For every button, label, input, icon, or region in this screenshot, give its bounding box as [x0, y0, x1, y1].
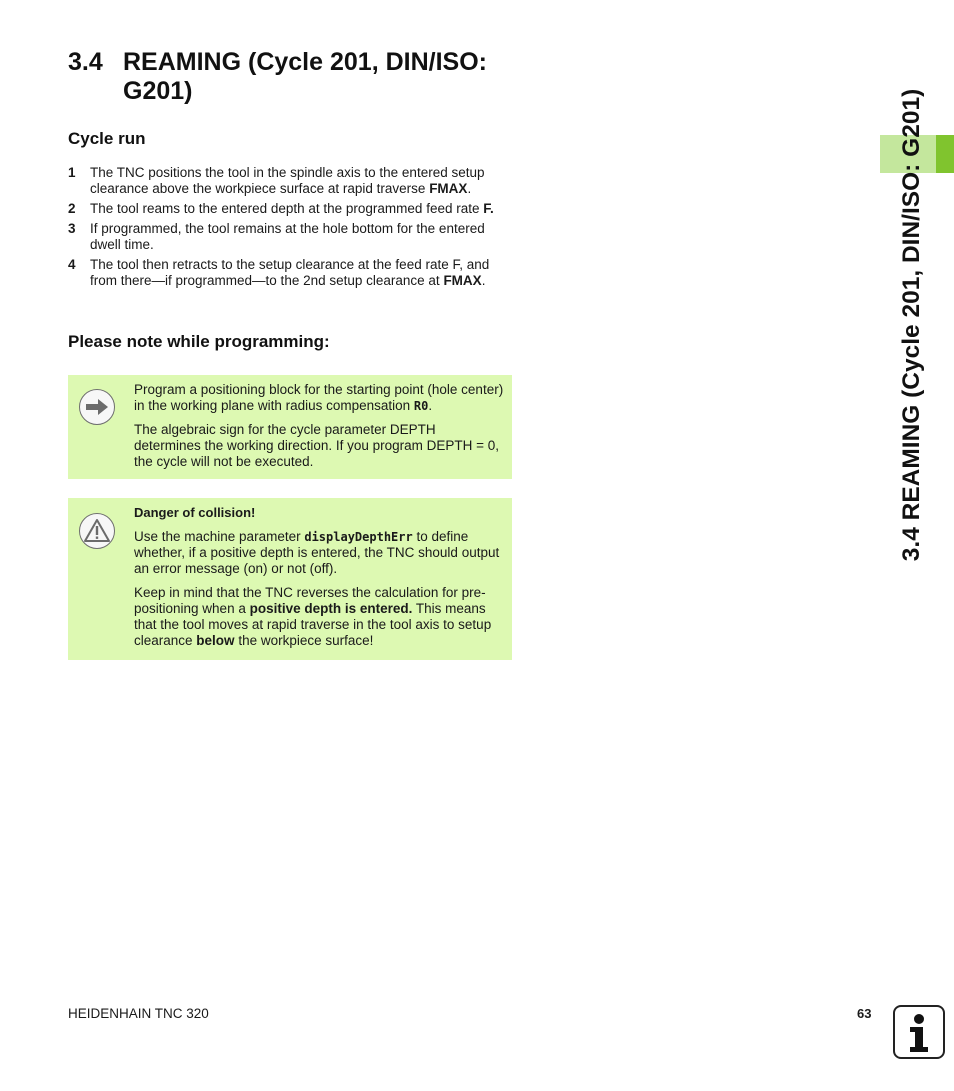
- note-paragraph: Program a positioning block for the starting point (hole center) in the working plane with radius compensation R0.: [134, 382, 504, 413]
- note-content: [134, 382, 504, 478]
- cycle-run-heading: Cycle run: [68, 129, 146, 148]
- page-title: [68, 48, 528, 106]
- side-title: 3.4 REAMING (Cycle 201, DIN/ISO: G201): [898, 88, 925, 562]
- note-paragraph: The algebraic sign for the cycle parameter DEPTH determines the working direction. If you program DEPTH = 0, the cycle will not be executed.: [134, 422, 500, 469]
- footer-product: HEIDENHAIN TNC 320: [68, 1006, 209, 1021]
- section-number: 3.4: [68, 48, 103, 76]
- warning-box: [68, 498, 512, 660]
- section-title: REAMING (Cycle 201, DIN/ISO: G201): [123, 48, 487, 105]
- info-icon: [893, 1005, 945, 1059]
- note-box: [68, 375, 512, 479]
- warning-paragraph: Keep in mind that the TNC reverses the calculation for pre-positioning when a positive depth is entered. This means that the tool moves at rapid traverse in the tool axis to setup clearance below the workpiece surface!: [134, 585, 492, 648]
- page-number: 63: [857, 1006, 872, 1021]
- list-item: 1 The TNC positions the tool in the spindle axis to the entered setup clearance above the workpiece surface at rapid traverse FMAX.: [68, 165, 485, 196]
- warning-content: [134, 505, 504, 657]
- notes-heading: Please note while programming:: [68, 332, 330, 351]
- arrow-right-icon: [79, 389, 115, 425]
- warning-heading: Danger of collision!: [134, 505, 256, 520]
- warning-paragraph: Use the machine parameter displayDepthErr to define whether, if a positive depth is entered, the TNC should output an error message (on) or not (off).: [134, 529, 500, 576]
- list-item: 4 The tool then retracts to the setup clearance at the feed rate F, and from there—if programmed—to the 2nd setup clearance at FMAX.: [68, 257, 490, 288]
- cycle-steps-list: [68, 165, 513, 293]
- list-item: 2 The tool reams to the entered depth at the programmed feed rate F.: [68, 201, 494, 216]
- warning-triangle-icon: [79, 513, 115, 549]
- list-item: 3 If programmed, the tool remains at the hole bottom for the entered dwell time.: [68, 221, 485, 252]
